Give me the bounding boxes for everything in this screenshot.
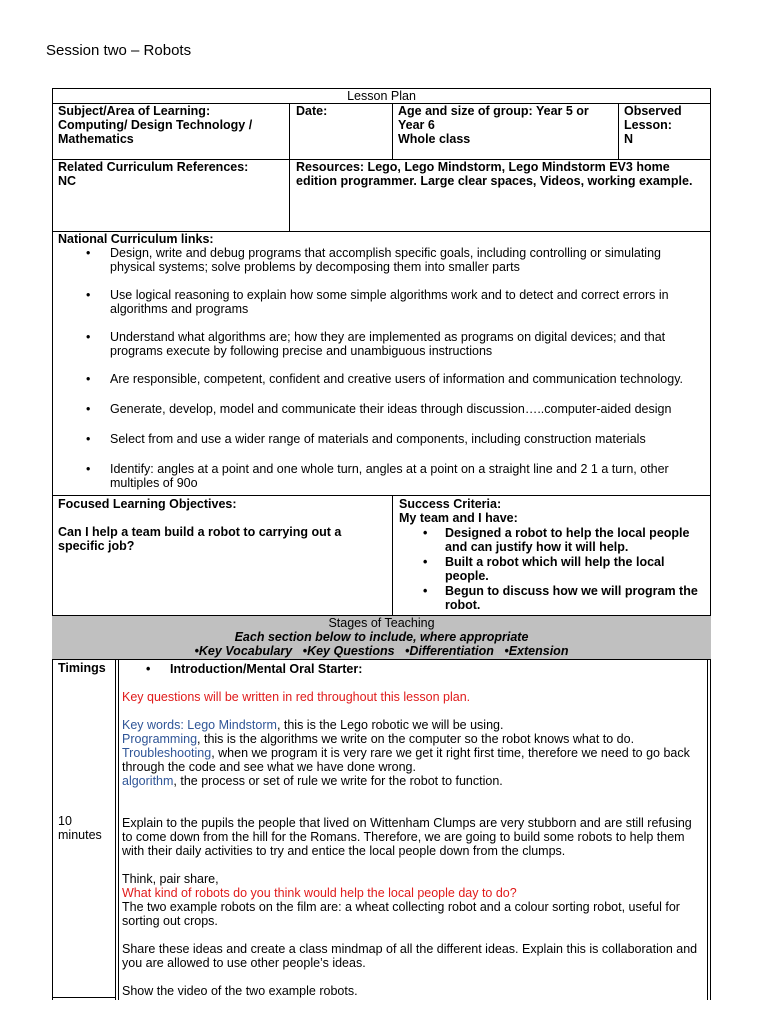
list-item: • Built a robot which will help the local people. xyxy=(399,555,709,583)
curriculum-refs-value: NC xyxy=(58,174,77,188)
keyword-term: Programming xyxy=(122,732,198,746)
subject-cell xyxy=(58,104,286,146)
keyword-algorithm xyxy=(122,774,704,788)
stage-item: Extension xyxy=(508,644,569,658)
observed-cell xyxy=(624,104,708,146)
example-robots-text: The two example robots on the film are: a wheat collecting robot and a colour sorting robot, useful for sorting out crops. xyxy=(122,900,680,928)
observed-value: N xyxy=(624,132,634,146)
group-value: Whole class xyxy=(398,132,471,146)
bullet-icon: • xyxy=(146,662,151,676)
intro-heading-text: Introduction/Mental Oral Starter: xyxy=(170,662,363,676)
stage-item: Differentiation xyxy=(409,644,494,658)
share-ideas-text: Share these ideas and create a class mindmap of all the different ideas. Explain this is collaboration and you are allowed to use other people’s ideas. xyxy=(122,942,698,970)
success-cell xyxy=(399,497,709,612)
table-divider xyxy=(707,659,708,1000)
keyword-lego xyxy=(122,718,704,732)
table-divider xyxy=(52,997,116,998)
keyword-programming xyxy=(122,732,704,746)
success-label: Success Criteria: xyxy=(399,497,502,511)
list-item: • Use logical reasoning to explain how some simple algorithms work and to detect and correct errors in algorithms and programs xyxy=(58,288,706,316)
key-questions-note: Key questions will be written in red throughout this lesson plan. xyxy=(122,690,471,704)
table-divider xyxy=(618,103,619,159)
observed-label: Observed Lesson: xyxy=(624,104,682,132)
bullet-icon: • xyxy=(504,644,509,658)
table-divider xyxy=(52,495,711,496)
stage-item: Key Vocabulary xyxy=(198,644,293,658)
curriculum-refs-label: Related Curriculum References: xyxy=(58,160,249,174)
group-cell xyxy=(398,104,614,146)
success-list xyxy=(399,526,709,612)
bullet-icon: • xyxy=(405,644,410,658)
stage-item: Key Questions xyxy=(307,644,395,658)
curriculum-refs-cell xyxy=(58,160,286,188)
list-item: • Understand what algorithms are; how they are implemented as programs on digital devices; and that programs execute by following precise and unambiguous instructions xyxy=(58,330,706,358)
success-intro: My team and I have: xyxy=(399,511,518,525)
nc-links-section xyxy=(58,232,706,490)
objectives-value: Can I help a team build a robot to carrying out a specific job? xyxy=(58,525,342,553)
keyword-definition: , when we program it is very rare we get it right first time, therefore we need to go back through the code and see what we have done wrong. xyxy=(122,746,690,774)
timing-value: 10 minutes xyxy=(58,814,102,842)
table-border-right xyxy=(710,88,711,1000)
list-item: • Identify: angles at a point and one whole turn, angles at a point on a straight line and 2 1 a turn, other multiples of 90o xyxy=(58,462,706,490)
session-title: Session two – Robots xyxy=(46,42,192,59)
table-divider xyxy=(392,495,393,615)
table-divider xyxy=(118,659,119,1000)
list-item: • Design, write and debug programs that accomplish specific goals, including controlling or simulating physical systems; solve problems by decomposing them into smaller parts xyxy=(58,246,706,274)
teaching-content xyxy=(122,662,704,998)
explain-text: Explain to the pupils the people that lived on Wittenham Clumps are very stubborn and are still refusing to come down from the hill for the Romans. Therefore, we are going to build some robots to help them with their daily activities to try and entice the local people down from the clumps. xyxy=(122,816,692,858)
group-label: Age and size of group: Year 5 or Year 6 xyxy=(398,104,589,132)
bullet-icon: • xyxy=(194,644,199,658)
keyword-definition: , this is the algorithms we write on the computer so the robot knows what to do. xyxy=(197,732,635,746)
list-item: • Are responsible, competent, confident and creative users of information and communication technology. xyxy=(58,372,706,386)
stages-title: Stages of Teaching xyxy=(328,616,435,630)
list-item: • Select from and use a wider range of materials and components, including construction materials xyxy=(58,432,706,446)
keyword-definition: , this is the Lego robotic we will be using. xyxy=(276,718,504,732)
objectives-label: Focused Learning Objectives: xyxy=(58,497,237,511)
table-divider xyxy=(115,659,116,1000)
date-label: Date: xyxy=(296,104,328,118)
timings-label: Timings xyxy=(58,661,106,675)
nc-links-label: National Curriculum links: xyxy=(58,232,214,246)
resources-text: Resources: Lego, Lego Mindstorm, Lego Mindstorm EV3 home edition programmer. Large clear spaces, Videos, working example. xyxy=(296,160,693,188)
objectives-cell xyxy=(58,497,378,553)
table-divider xyxy=(118,659,708,660)
nc-links-list xyxy=(58,246,706,490)
stages-items xyxy=(52,644,711,658)
show-video-text: Show the video of the two example robots. xyxy=(122,984,358,998)
intro-heading xyxy=(122,662,704,676)
table-divider xyxy=(289,103,290,231)
keyword-term: algorithm xyxy=(122,774,174,788)
keyword-term: Key words: Lego Mindstorm xyxy=(122,718,277,732)
list-item: • Begun to discuss how we will program the robot. xyxy=(399,584,709,612)
table-divider xyxy=(392,103,393,159)
subject-value: Computing/ Design Technology / Mathematics xyxy=(58,118,253,146)
lesson-plan-heading: Lesson Plan xyxy=(347,89,416,103)
key-question: What kind of robots do you think would help the local people day to do? xyxy=(122,886,517,900)
bullet-icon: • xyxy=(302,644,308,658)
think-pair-text: Think, pair share, xyxy=(122,872,219,886)
keyword-definition: , the process or set of rule we write for the robot to function. xyxy=(173,774,503,788)
list-item: • Designed a robot to help the local people and can justify how it will help. xyxy=(399,526,709,554)
table-border-left xyxy=(52,88,53,1000)
list-item: • Generate, develop, model and communicate their ideas through discussion…..computer-aided design xyxy=(58,402,706,416)
stages-subtitle: Each section below to include, where appropriate xyxy=(234,630,529,644)
subject-label: Subject/Area of Learning: xyxy=(58,104,211,118)
keyword-troubleshooting xyxy=(122,746,704,774)
stages-banner xyxy=(52,616,711,659)
keyword-term: Troubleshooting xyxy=(122,746,212,760)
